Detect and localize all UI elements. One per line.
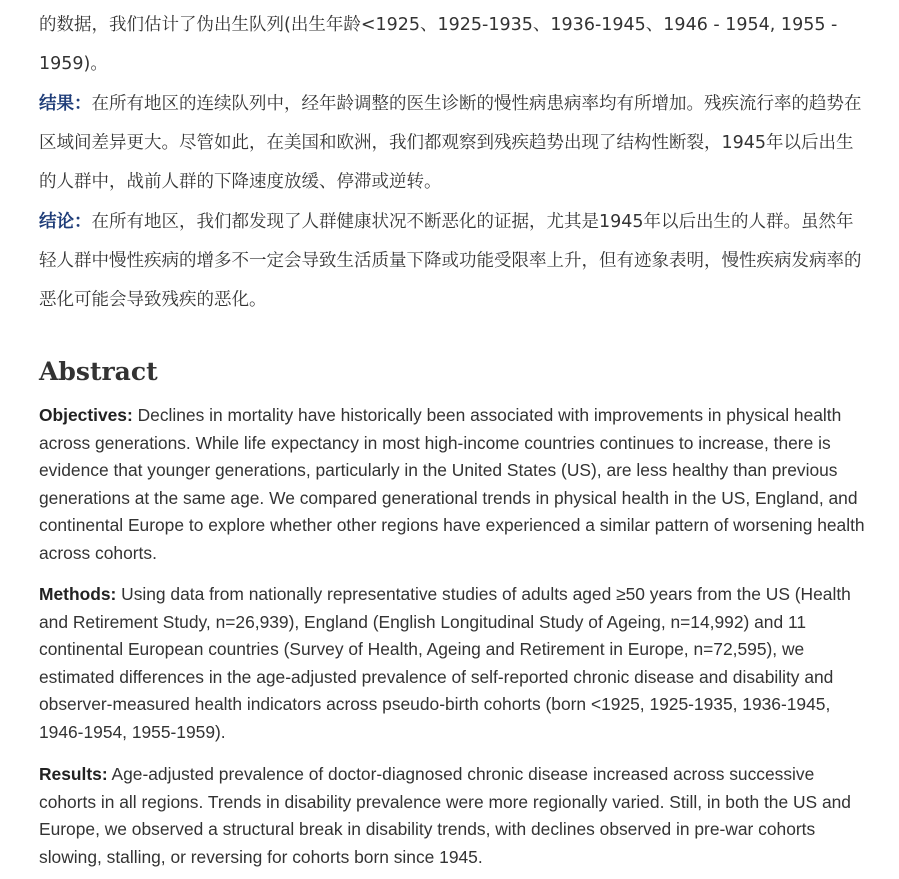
zh-methods-continuation [39, 6, 869, 84]
results-text: Age-adjusted prevalence of doctor-diagnosed chronic disease increased across successive cohorts in all regions. Trends in disability prevalence were more regionally varied. Still, in both the US and Europe, we observed a structural break in disability trends, with declines observed in pre-war cohorts slowing, stalling, or reversing for cohorts born since 1945. [39, 764, 851, 867]
abstract-heading: Abstract [39, 357, 158, 386]
zh-conclusion-text: 在所有地区，我们都发现了人群健康状况不断恶化的证据，尤其是1945年以后出生的人群。虽然年轻人群中慢性疾病的增多不一定会导致生活质量下降或功能受限率上升，但有迹象表明，慢性疾病发病率的恶化可能会导致残疾的恶化。 [39, 212, 862, 310]
results-paragraph [39, 761, 874, 871]
objectives-label: Objectives: [39, 405, 133, 425]
zh-results-paragraph [39, 85, 869, 202]
zh-methods-text: 的数据，我们估计了伪出生队列(出生年龄<1925、1925-1935、1936-1945、1946 - 1954, 1955 - 1959)。 [39, 15, 838, 74]
methods-text: Using data from nationally representative studies of adults aged ≥50 years from the US (Health and Retirement Study, n=26,939), England (English Longitudinal Study of Ageing, n=14,992) and 11 continental European countries (Survey of Health, Ageing and Retirement in Europe, n=72,595), we estimated differences in the age-adjusted prevalence of self-reported chronic disease and disability and observer-measured health indicators across pseudo-birth cohorts (born <1925, 1925-1935, 1936-1945, 1946-1954, 1955-1959). [39, 584, 851, 742]
zh-results-label: 结果： [39, 94, 92, 114]
zh-conclusion-paragraph [39, 203, 869, 320]
results-label: Results: [39, 764, 108, 784]
methods-label: Methods: [39, 584, 117, 604]
zh-conclusion-label: 结论： [39, 212, 92, 232]
methods-paragraph [39, 581, 874, 747]
objectives-text: Declines in mortality have historically been associated with improvements in physical health across generations. While life expectancy in most high-income countries continues to increase, there is evidence that younger generations, particularly in the United States (US), are less healthy than previous generations at the same age. We compared generational trends in physical health in the US, England, and continental Europe to explore whether other regions have experienced a similar pattern of worsening health across cohorts. [39, 405, 865, 563]
zh-results-text: 在所有地区的连续队列中，经年龄调整的医生诊断的慢性病患病率均有所增加。残疾流行率的趋势在区域间差异更大。尽管如此，在美国和欧洲，我们都观察到残疾趋势出现了结构性断裂，1945年以后出生的人群中，战前人群的下降速度放缓、停滞或逆转。 [39, 94, 862, 192]
objectives-paragraph [39, 402, 874, 568]
